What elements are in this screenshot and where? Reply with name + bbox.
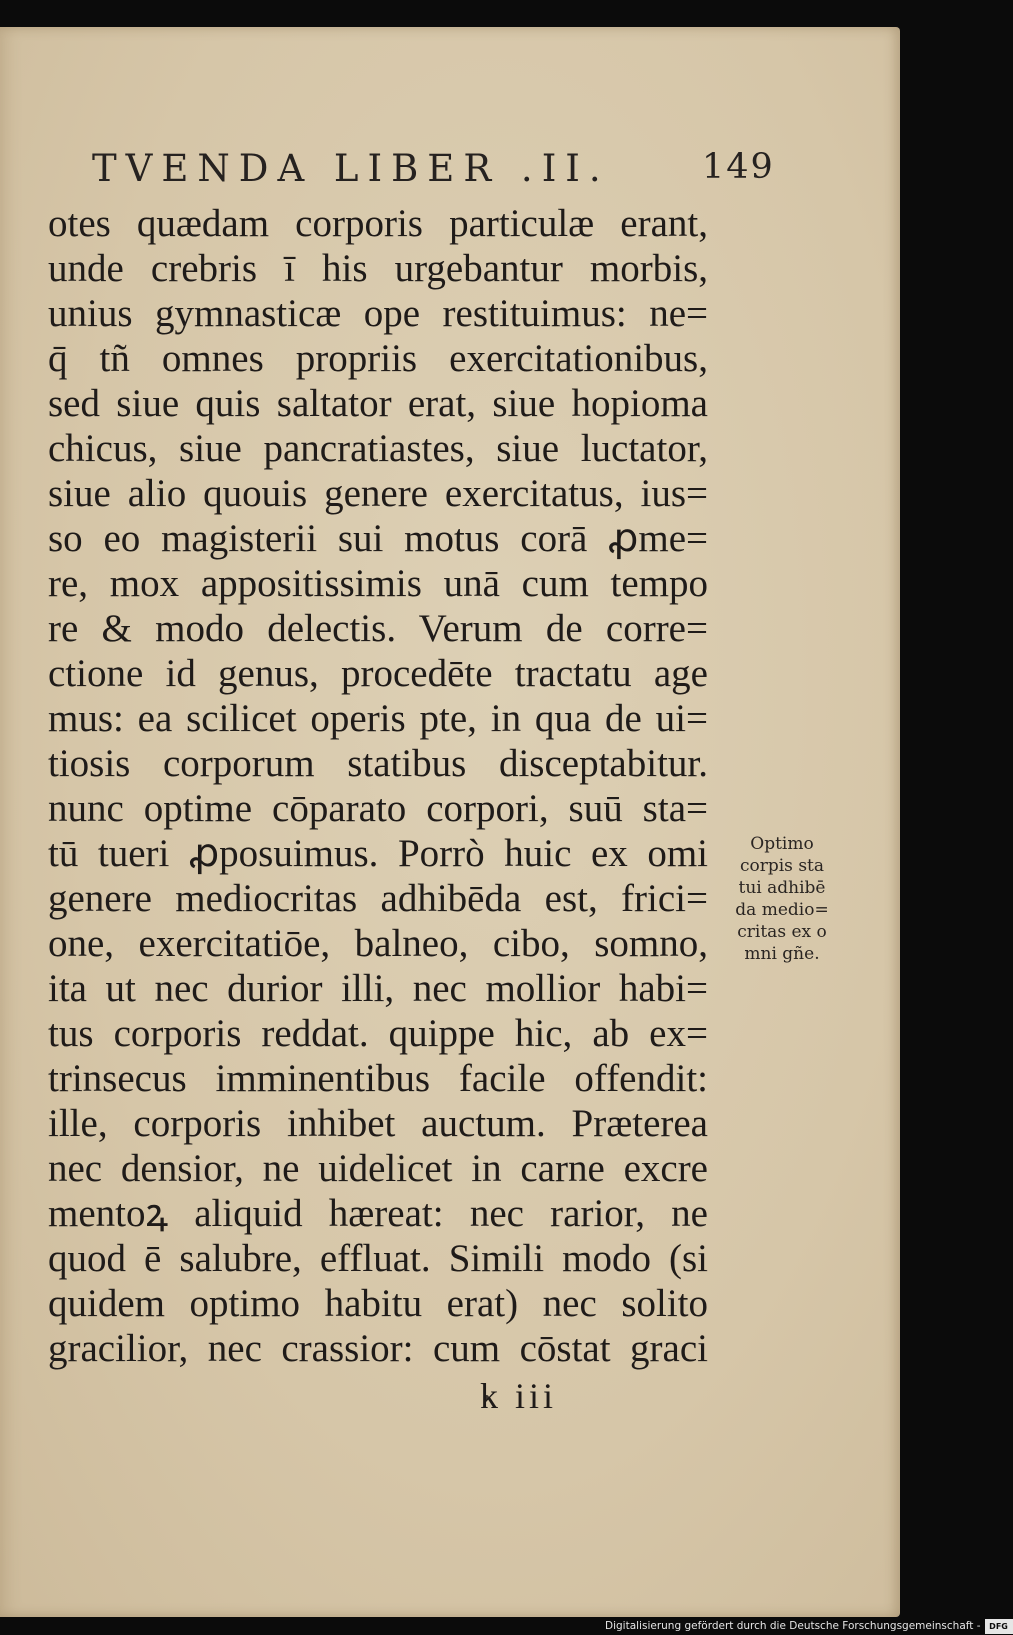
page-number: 149 [702, 147, 775, 187]
text-line: mentoꝝ aliquid hæreat: nec rarior, ne [48, 1192, 708, 1235]
margin-note-line: Optimo [750, 834, 814, 854]
text-line: nec densior, ne uidelicet in carne excre [48, 1147, 708, 1190]
text-line: quod ē salubre, effluat. Simili modo (si [48, 1237, 708, 1280]
body-text [48, 201, 708, 1371]
margin-note-line: mni gñe. [744, 944, 820, 964]
text-line: re & modo delectis. Verum de corre= [48, 607, 708, 650]
signature-mark: k iii [480, 1376, 558, 1416]
text-line: q̄ tñ omnes propriis exercitationibus, [48, 337, 708, 380]
page-header [0, 147, 900, 197]
text-line: ille, corporis inhibet auctum. Præterea [48, 1102, 708, 1145]
text-line: ita ut nec durior illi, nec mollior habi= [48, 967, 708, 1010]
text-line: trinsecus imminentibus facile offendit: [48, 1057, 708, 1100]
margin-note-line: da medio= [735, 900, 829, 920]
text-line: unde crebris ī his urgebantur morbis, [48, 247, 708, 290]
text-line: re, mox appositissimis unā cum tempo [48, 562, 708, 605]
text-line: so eo magisterii sui motus corā ꝓme= [48, 517, 708, 560]
text-line: chicus, siue pancratiastes, siue luctator, [48, 427, 708, 470]
text-line: nunc optime cōparato corpori, suū sta= [48, 787, 708, 830]
text-line: ctione id genus, procedēte tractatu age [48, 652, 708, 695]
digitization-footer [605, 1617, 1013, 1635]
text-line: tiosis corporum statibus disceptabitur. [48, 742, 708, 785]
text-line: siue alio quouis genere exercitatus, ius= [48, 472, 708, 515]
margin-note-line: tui adhibē [738, 878, 826, 898]
margin-note [712, 833, 852, 965]
text-line: tū tueri ꝓposuimus. Porrò huic ex omi [48, 832, 708, 875]
book-page [0, 27, 900, 1617]
margin-note-line: critas ex o [737, 922, 827, 942]
footer-credit: Digitalisierung gefördert durch die Deutsche Forschungsgemeinschaft - [605, 1620, 981, 1632]
margin-note-line: corpis sta [739, 856, 825, 876]
text-line: tus corporis reddat. quippe hic, ab ex= [48, 1012, 708, 1055]
text-line: unius gymnasticæ ope restituimus: ne= [48, 292, 708, 335]
text-line: gracilior, nec crassior: cum cōstat graci [48, 1327, 708, 1370]
text-line: one, exercitatiōe, balneo, cibo, somno, [48, 922, 708, 965]
text-line: otes quædam corporis particulæ erant, [48, 202, 708, 245]
text-line: genere mediocritas adhibēda est, frici= [48, 877, 708, 920]
text-line: mus: ea scilicet operis pte, in qua de ui= [48, 697, 708, 740]
running-title: TVENDA LIBER .II. [92, 147, 610, 190]
text-line: quidem optimo habitu erat) nec solito [48, 1282, 708, 1325]
dfg-logo-icon: DFG [985, 1619, 1013, 1634]
text-line: sed siue quis saltator erat, siue hopioma [48, 382, 708, 425]
